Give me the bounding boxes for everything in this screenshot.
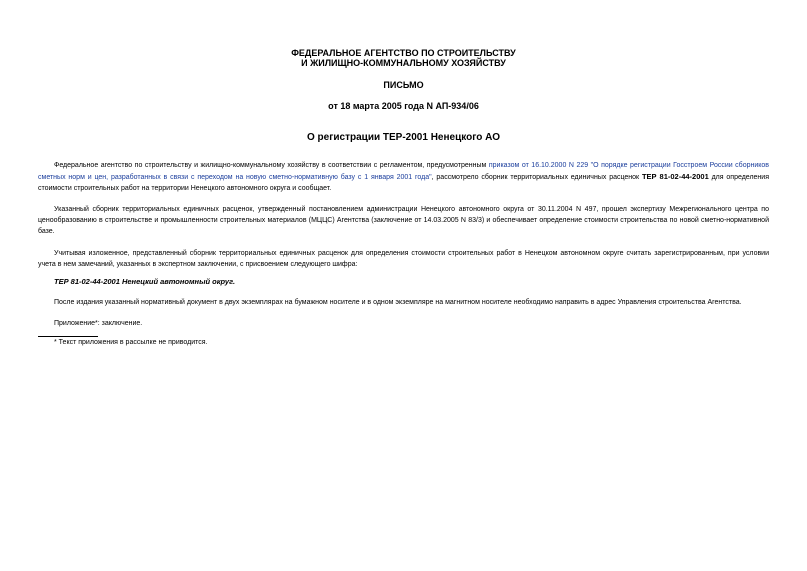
paragraph-expertise: Указанный сборник территориальных единичных расценок, утвержденный постановлением администрации Ненецкого автономного округа от 30.11.2004 N 497, прошел экспертизу Межрегионального центра по ценообразованию в строительстве и промышленности строительных материалов (МЦЦС) Агентства (заключение от 14.03.2005 N 83/3) и обеспечивает определение стоимости строительства по новой сметно-нормативной базе. (38, 206, 769, 235)
document-subject: О регистрации ТЕР-2001 Ненецкого АО (307, 132, 500, 143)
agency-name-line2: И ЖИЛИЩНО-КОММУНАЛЬНОМУ ХОЗЯЙСТВУ (301, 58, 506, 68)
agency-name (38, 48, 769, 68)
document-type: ПИСЬМО (383, 80, 424, 90)
paragraph-intro-part2: , рассмотрело сборник территориальных единичных расценок (431, 174, 642, 181)
paragraph-intro-part1: Федеральное агентство по строительству и жилищно-коммунальному хозяйству в соответствии с регламентом, предусмотренным (54, 162, 489, 169)
footnote-divider (38, 336, 98, 337)
paragraph-delivery: После издания указанный нормативный документ в двух экземплярах на бумажном носителе и в одном экземпляре на магнитном носителе необходимо направить в адрес Управления строительства Агентства. (54, 299, 742, 306)
paragraph-intro-part3: для определения стоимости строительных работ на территории Ненецкого автономного округа и сообщает. (38, 174, 770, 192)
document-date-number: от 18 марта 2005 года N АП-934/06 (328, 101, 479, 111)
collection-code: ТЕР 81-02-44-2001 (641, 172, 709, 181)
paragraph-registration: Учитывая изложенное, представленный сборник территориальных единичных расценок для определения стоимости строительных работ в Ненецком автономном округе считать зарегистрированным, при условии учета в нем замечаний, указанных в экспертном заключении, с присвоением следующего шифра: (38, 250, 769, 268)
registration-code: ТЕР 81-02-44-2001 Ненецкий автономный округ. (54, 277, 236, 286)
paragraph-intro (38, 160, 769, 194)
document-page (38, 0, 769, 571)
paragraph-attachment: Приложение*: заключение. (54, 320, 143, 327)
footnote: * Текст приложения в рассылке не приводится. (54, 339, 208, 346)
agency-name-line1: ФЕДЕРАЛЬНОЕ АГЕНТСТВО ПО СТРОИТЕЛЬСТВУ (291, 48, 516, 58)
order-link[interactable]: приказом от 16.10.2000 N 229 "О порядке регистрации Госстроем России сборников сметных норм и цен, разработанных в связи с переходом на новую сметно-нормативную базу с 1 января 2001 года" (38, 162, 770, 181)
